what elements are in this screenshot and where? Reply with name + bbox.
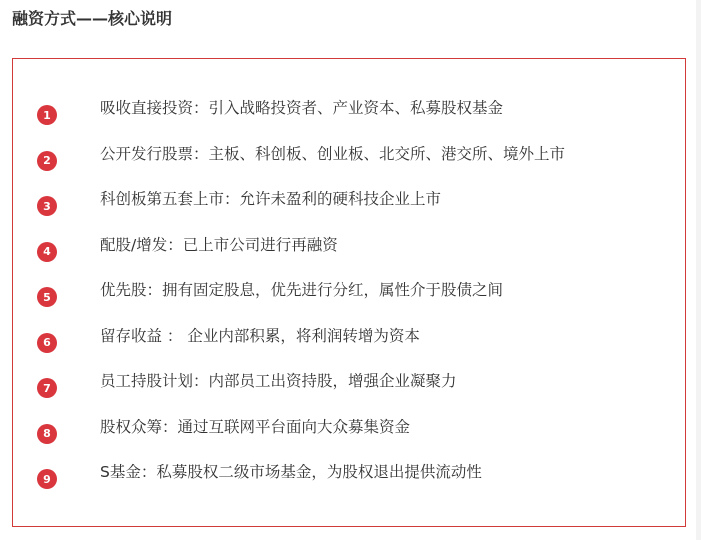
number-badge: 7 <box>37 378 57 398</box>
number-badge: 8 <box>37 424 57 444</box>
list-item <box>37 143 565 189</box>
page-title: 融资方式——核心说明 <box>12 9 173 28</box>
list-item <box>37 461 565 507</box>
list-item-text: 吸收直接投资：引入战略投资者、产业资本、私募股权基金 <box>100 99 504 117</box>
list-item <box>37 416 565 462</box>
scrollbar-track <box>696 0 701 540</box>
financing-methods-list <box>37 97 565 507</box>
list-item-text: 员工持股计划：内部员工出资持股，增强企业凝聚力 <box>100 372 457 390</box>
number-badge: 5 <box>37 287 57 307</box>
list-item-text: 科创板第五套上市：允许未盈利的硬科技企业上市 <box>100 190 442 208</box>
list-item <box>37 325 565 371</box>
list-item <box>37 370 565 416</box>
list-item <box>37 234 565 280</box>
list-item-text: 股权众筹：通过互联网平台面向大众募集资金 <box>100 417 411 436</box>
number-badge: 1 <box>37 105 57 125</box>
number-badge: 2 <box>37 151 57 171</box>
list-item <box>37 188 565 234</box>
list-item <box>37 279 565 325</box>
number-badge: 9 <box>37 469 57 489</box>
number-badge: 6 <box>37 333 57 353</box>
content-box <box>12 58 686 527</box>
number-badge: 3 <box>37 196 57 216</box>
number-badge: 4 <box>37 242 57 262</box>
list-item-text: 公开发行股票：主板、科创板、创业板、北交所、港交所、境外上市 <box>100 144 566 163</box>
list-item-text: S基金：私募股权二级市场基金，为股权退出提供流动性 <box>100 463 482 481</box>
list-item-text: 配股/增发：已上市公司进行再融资 <box>100 235 338 254</box>
list-item-text: 留存收益 ： 企业内部积累，将利润转增为资本 <box>100 326 420 345</box>
list-item-text: 优先股：拥有固定股息，优先进行分红，属性介于股债之间 <box>100 281 504 299</box>
list-item <box>37 97 565 143</box>
